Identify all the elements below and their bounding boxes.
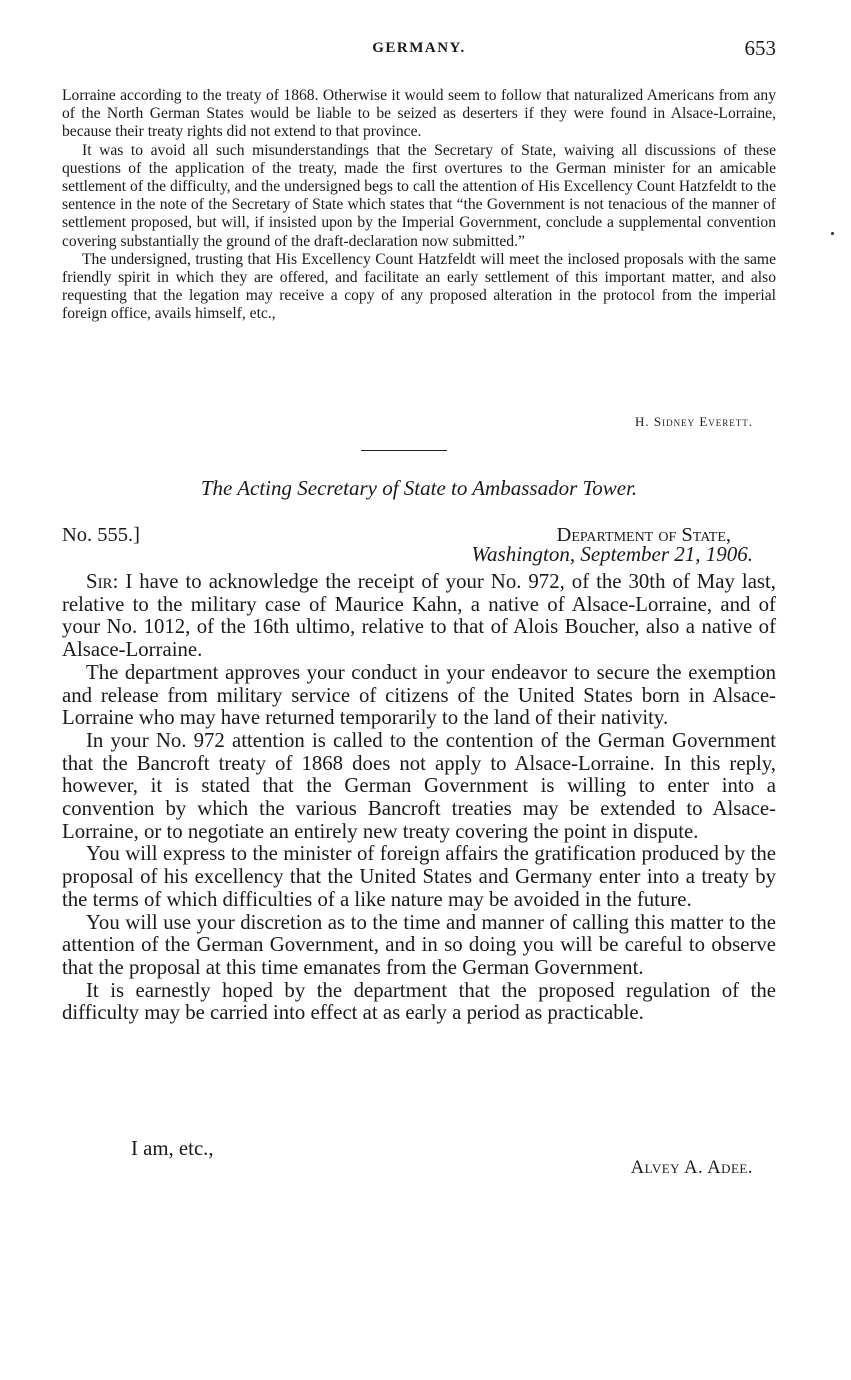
document-number: No. 555.]: [62, 524, 141, 546]
letter-signature: Alvey A. Adee.: [630, 1158, 753, 1178]
previous-letter-paragraph: It was to avoid all such misunderstandings that the Secretary of State, waiving all discussions of these questions of the application of the treaty, made the first overtures to the German minister for an amicable settlement of the difficulty, and the undersigned begs to call the attention of His Excellency Count Hatzfeldt to the sentence in the note of the Secretary of State which states that “the Government is not tenacious of the manner of settlement proposed, but will, if insisted upon by the Imperial Government, conclude a supplemental convention covering substantially the ground of the draft-declaration now submitted.”: [62, 141, 776, 250]
salutation: Sir:: [86, 570, 119, 593]
letter-body: [62, 571, 776, 1025]
department-line: Department of State,: [556, 524, 731, 546]
letter-paragraph: You will use your discretion as to the time and manner of calling this matter to the attention of the German Government, and in so doing you will be careful to observe that the proposal at this time emanates from the German Government.: [62, 910, 776, 979]
previous-letter-body: [62, 87, 776, 324]
previous-letter-signature: H. Sidney Everett.: [634, 414, 753, 429]
opening-text: I have to acknowledge the receipt of your No. 972, of the 30th of May last, relative to the military case of Maurice Kahn, a native of Alsace-Lorraine, and of your No. 1012, of the 16th ultimo, relative to that of Alois Boucher, also a native of Alsace-Lorraine.: [62, 570, 776, 662]
previous-letter-paragraph: The undersigned, trusting that His Excellency Count Hatzfeldt will meet the inclosed proposals with the same friendly spirit in which they are offered, and facilitate an early settlement of this important matter, and also requesting that the legation may receive a copy of any proposed alteration in the protocol from the imperial foreign office, avails himself, etc.,: [62, 250, 776, 323]
running-head: [62, 38, 776, 62]
section-divider: [361, 450, 447, 451]
document-heading: The Acting Secretary of State to Ambassador Tower.: [200, 476, 638, 500]
letter-paragraph: In your No. 972 attention is called to the contention of the German Government that the Bancroft treaty of 1868 does not apply to Alsace-Lorraine. In this reply, however, it is stated that the German Government is willing to enter into a convention by which the various Bancroft treaties may be extended to Alsace-Lorraine, or to negotiate an entirely new treaty covering the point in dispute.: [62, 728, 776, 843]
dateline: Washington, September 21, 1906.: [471, 542, 753, 566]
letter-paragraph: It is earnestly hoped by the department that the proposed regulation of the difficulty may be carried into effect at as early a period as practicable.: [62, 978, 776, 1025]
letter-opening-paragraph: [62, 571, 776, 662]
print-speck: [831, 232, 834, 235]
page-number: 653: [744, 36, 776, 60]
letter-paragraph: You will express to the minister of foreign affairs the gratification produced by the proposal of his excellency that the United States and Germany enter into a treaty by the terms of which difficulties of a like nature may be avoided in the future.: [62, 842, 776, 911]
running-title: GERMANY.: [372, 40, 466, 56]
letter-closing: I am, etc.,: [131, 1137, 214, 1160]
previous-letter-paragraph: Lorraine according to the treaty of 1868. Otherwise it would seem to follow that naturalized Americans from any of the North German States would be liable to be seized as deserters if they were found in Alsace-Lorraine, because their treaty rights did not extend to that province.: [62, 87, 776, 141]
letter-paragraph: The department approves your conduct in your endeavor to secure the exemption and release from military service of citizens of the United States born in Alsace-Lorraine who may have returned temporarily to the land of their nativity.: [62, 660, 776, 730]
